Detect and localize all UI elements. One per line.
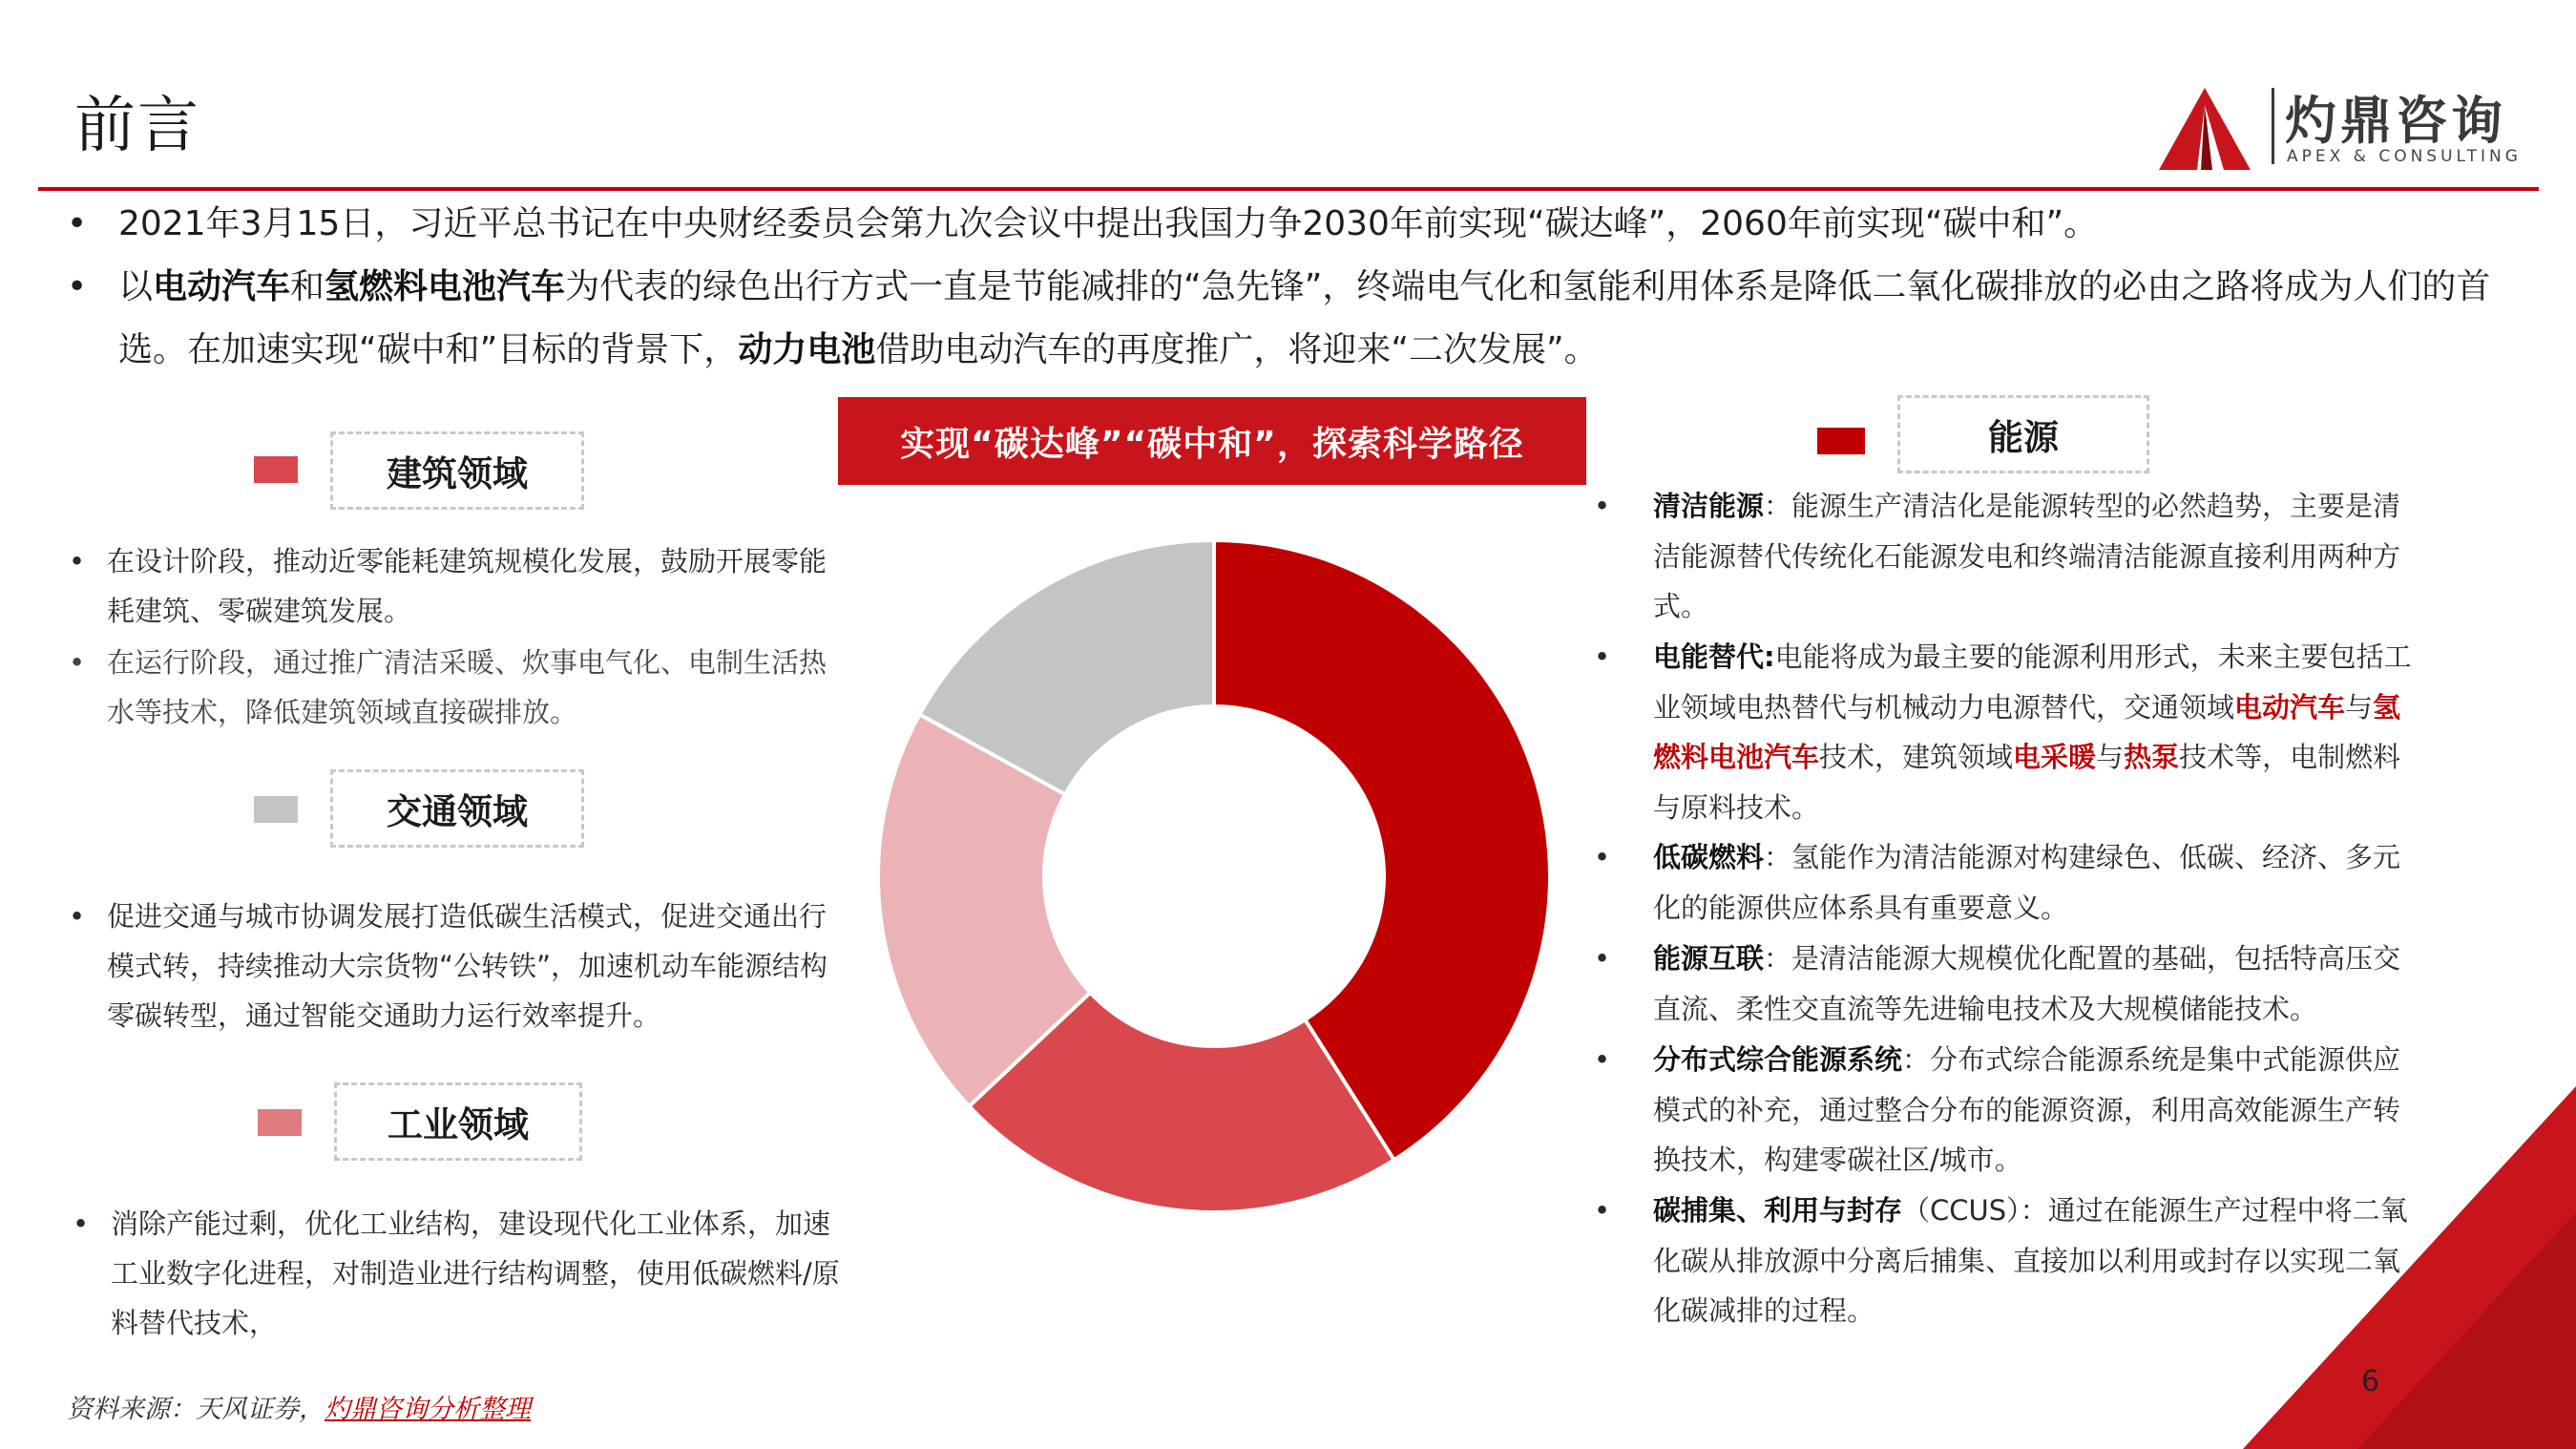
bullet-dot: • <box>67 204 88 243</box>
logo-separator <box>2272 88 2274 164</box>
energy-item-4: • 能源互联：是清洁能源大规模优化配置的基础，包括特高压交直流、柔性交直流等先进输电技术及大规模储能技术。 <box>1594 942 2401 1025</box>
energy-swatch <box>1817 428 1865 454</box>
banner-title: 实现“碳达峰”“碳中和”，探索科学路径 <box>838 397 1586 485</box>
section-energy-title: 能源 <box>1897 395 2149 473</box>
energy-item-3: • 低碳燃料：氢能作为清洁能源对构建绿色、低碳、经济、多元化的能源供应体系具有重要意义。 <box>1594 841 2401 924</box>
transport-swatch <box>254 796 298 823</box>
em-ev: 电动汽车 <box>153 267 291 306</box>
intro-bullet-1 <box>67 193 2510 256</box>
source-note: 资料来源：天风证券，灼鼎咨询分析整理 <box>67 1395 531 1424</box>
bullet-dot: • <box>67 267 88 306</box>
header-rule <box>38 187 2539 191</box>
em-fcev: 氢燃料电池汽车 <box>325 267 566 306</box>
intro-text-2: 以电动汽车和氢燃料电池汽车为代表的绿色出行方式一直是节能减排的“急先锋”，终端电气化和氢能利用体系是降低二氧化碳排放的必由之路将成为人们的首选。在加速实现“碳中和”目标的背景下，动力电池借助电动汽车的再度推广，将迎来“二次发展”。 <box>118 267 2491 369</box>
energy-item-6: • 碳捕集、利用与封存（CCUS）：通过在能源生产过程中将二氧化碳从排放源中分离后捕集、直接加以利用或封存以实现二氧化碳减排的过程。 <box>1594 1194 2408 1327</box>
page-title: 前言 <box>74 91 200 161</box>
em-battery: 动力电池 <box>738 330 876 369</box>
section-building-title: 建筑领域 <box>330 431 584 510</box>
intro-text-1: 2021年3月15日，习近平总书记在中央财经委员会第九次会议中提出我国力争2030年前实现“碳达峰”，2060年前实现“碳中和”。 <box>118 204 2099 243</box>
source-link[interactable]: 灼鼎咨询分析整理 <box>325 1395 531 1424</box>
logo-text-en: APEX & CONSULTING <box>2287 147 2522 166</box>
building-item-1: • 在设计阶段，推动近零能耗建筑规模化发展，鼓励开展零能耗建筑、零碳建筑发展。 <box>69 545 827 627</box>
logo-mark-icon <box>2159 88 2251 170</box>
transport-item-1: • 促进交通与城市协调发展打造低碳生活模式，促进交通出行模式转，持续推动大宗货物“公转铁”，加速机动车能源结构零碳转型，通过智能交通助力运行效率提升。 <box>69 900 828 1032</box>
company-logo <box>2159 80 2522 176</box>
energy-item-5: • 分布式综合能源系统：分布式综合能源系统是集中式能源供应模式的补充，通过整合分布的能源资源，利用高效能源生产转换技术，构建零碳社区/城市。 <box>1594 1043 2401 1176</box>
page-number: 6 <box>2361 1365 2380 1398</box>
donut-chart <box>859 515 1661 1241</box>
energy-item-1: • 清洁能源：能源生产清洁化是能源转型的必然趋势，主要是清洁能源替代传统化石能源发电和终端清洁能源直接利用两种方式。 <box>1594 490 2401 622</box>
section-industry-title: 工业领域 <box>334 1082 582 1161</box>
building-item-2: • 在运行阶段，通过推广清洁采暖、炊事电气化、电制生活热水等技术，降低建筑领域直接碳排放。 <box>69 646 827 728</box>
energy-item-2: • 电能替代:电能将成为最主要的能源利用形式，未来主要包括工业领域电热替代与机械动力电源替代，交通领域电动汽车与氢燃料电池汽车技术，建筑领域电采暖与热泵技术等，电制燃料与原料技术。 <box>1594 640 2412 824</box>
section-transport-title: 交通领域 <box>330 769 584 848</box>
industry-item-1: • 消除产能过剩，优化工业结构，建设现代化工业体系，加速工业数字化进程，对制造业进行结构调整，使用低碳燃料/原料替代技术， <box>73 1208 840 1339</box>
logo-text-cn: 灼鼎咨询 <box>2285 91 2506 151</box>
industry-swatch <box>258 1109 302 1136</box>
corner-decoration <box>2071 1069 2576 1449</box>
building-swatch <box>254 456 298 483</box>
intro-bullet-2 <box>67 256 2510 382</box>
